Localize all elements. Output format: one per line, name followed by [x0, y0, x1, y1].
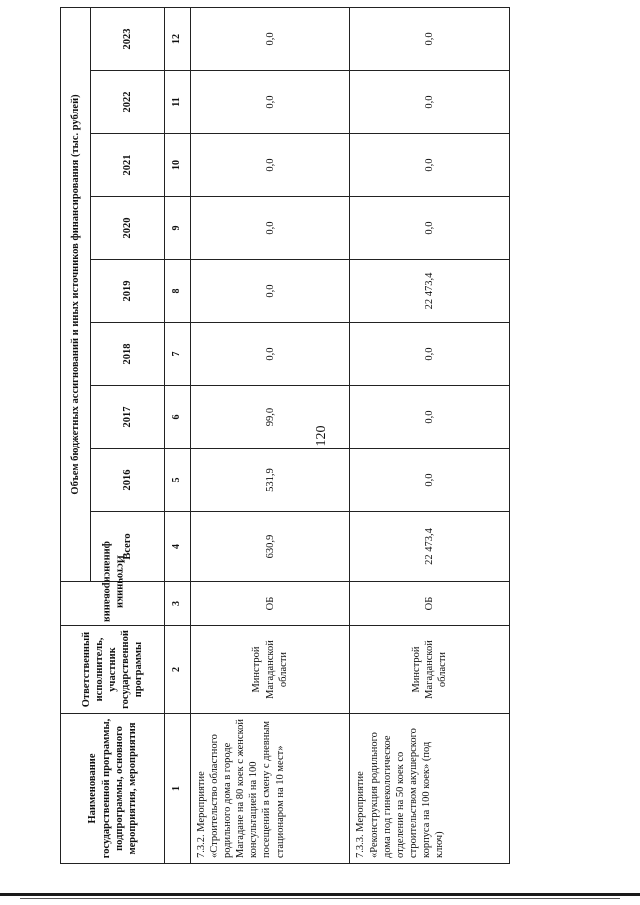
- header-name: Наименование государственной программы, подпрограммы, основного мероприятия, мероприятия: [61, 714, 165, 864]
- row-value: 0,0: [190, 134, 350, 197]
- row-value: 0,0: [190, 7, 350, 70]
- page-number: 120: [314, 425, 329, 447]
- header-year: 2017: [90, 386, 164, 449]
- row-value: 0,0: [350, 134, 510, 197]
- row-value: 0,0: [350, 323, 510, 386]
- column-number: 1: [165, 714, 191, 864]
- column-number: 3: [165, 582, 191, 626]
- row-value: 531,9: [190, 449, 350, 512]
- column-number: 2: [165, 626, 191, 714]
- row-name: 7.3.2. Мероприятие «Строительство областного родильного дома в городе Магадане на 80 коек с женской консультацией на 100 посещений в смену с дневным стационаром на 10 мест»: [190, 714, 350, 864]
- table-row: [350, 7, 510, 863]
- column-number: 12: [165, 7, 191, 70]
- column-number: 10: [165, 134, 191, 197]
- bottom-rule: [0, 893, 640, 896]
- column-number-row: [165, 7, 191, 863]
- row-value: 0,0: [190, 260, 350, 323]
- row-total: 22 473,4: [350, 512, 510, 582]
- header-year: 2022: [90, 71, 164, 134]
- row-value: 0,0: [350, 7, 510, 70]
- row-source: ОБ: [190, 582, 350, 626]
- row-value: 0,0: [190, 71, 350, 134]
- column-number: 7: [165, 323, 191, 386]
- header-year: 2016: [90, 449, 164, 512]
- budget-table: [60, 7, 510, 864]
- row-value: 0,0: [190, 197, 350, 260]
- header-funding-group: Объем бюджетных ассигнований и иных источников финансирования (тыс. рублей): [61, 7, 91, 581]
- row-value: 0,0: [350, 449, 510, 512]
- header-year: 2023: [90, 7, 164, 70]
- header-source: Источники финансирования: [61, 582, 165, 626]
- header-total: Всего: [90, 512, 164, 582]
- row-value: 0,0: [350, 386, 510, 449]
- row-value: 0,0: [350, 71, 510, 134]
- budget-table-wrapper: [60, 8, 510, 864]
- column-number: 8: [165, 260, 191, 323]
- column-number: 4: [165, 512, 191, 582]
- row-value: 99,0: [190, 386, 350, 449]
- column-number: 9: [165, 197, 191, 260]
- row-name: 7.3.3. Мероприятие «Реконструкция родильного дома под гинекологическое отделение на 50 коек со строительством акушерского корпуса на 100 коек» (под ключ): [350, 714, 510, 864]
- row-executor: Минстрой Магаданской области: [350, 626, 510, 714]
- row-executor: Минстрой Магаданской области: [190, 626, 350, 714]
- header-year: 2021: [90, 134, 164, 197]
- row-total: 630,9: [190, 512, 350, 582]
- table-row: [190, 7, 350, 863]
- column-number: 11: [165, 71, 191, 134]
- header-year: 2019: [90, 260, 164, 323]
- row-value: 22 473,4: [350, 260, 510, 323]
- row-value: 0,0: [350, 197, 510, 260]
- header-executor: Ответственный исполнитель, участник государственной программы: [61, 626, 165, 714]
- header-year: 2020: [90, 197, 164, 260]
- bottom-rule-thin: [20, 898, 620, 899]
- row-source: ОБ: [350, 582, 510, 626]
- header-year: 2018: [90, 323, 164, 386]
- row-value: 0,0: [190, 323, 350, 386]
- column-number: 6: [165, 386, 191, 449]
- column-number: 5: [165, 449, 191, 512]
